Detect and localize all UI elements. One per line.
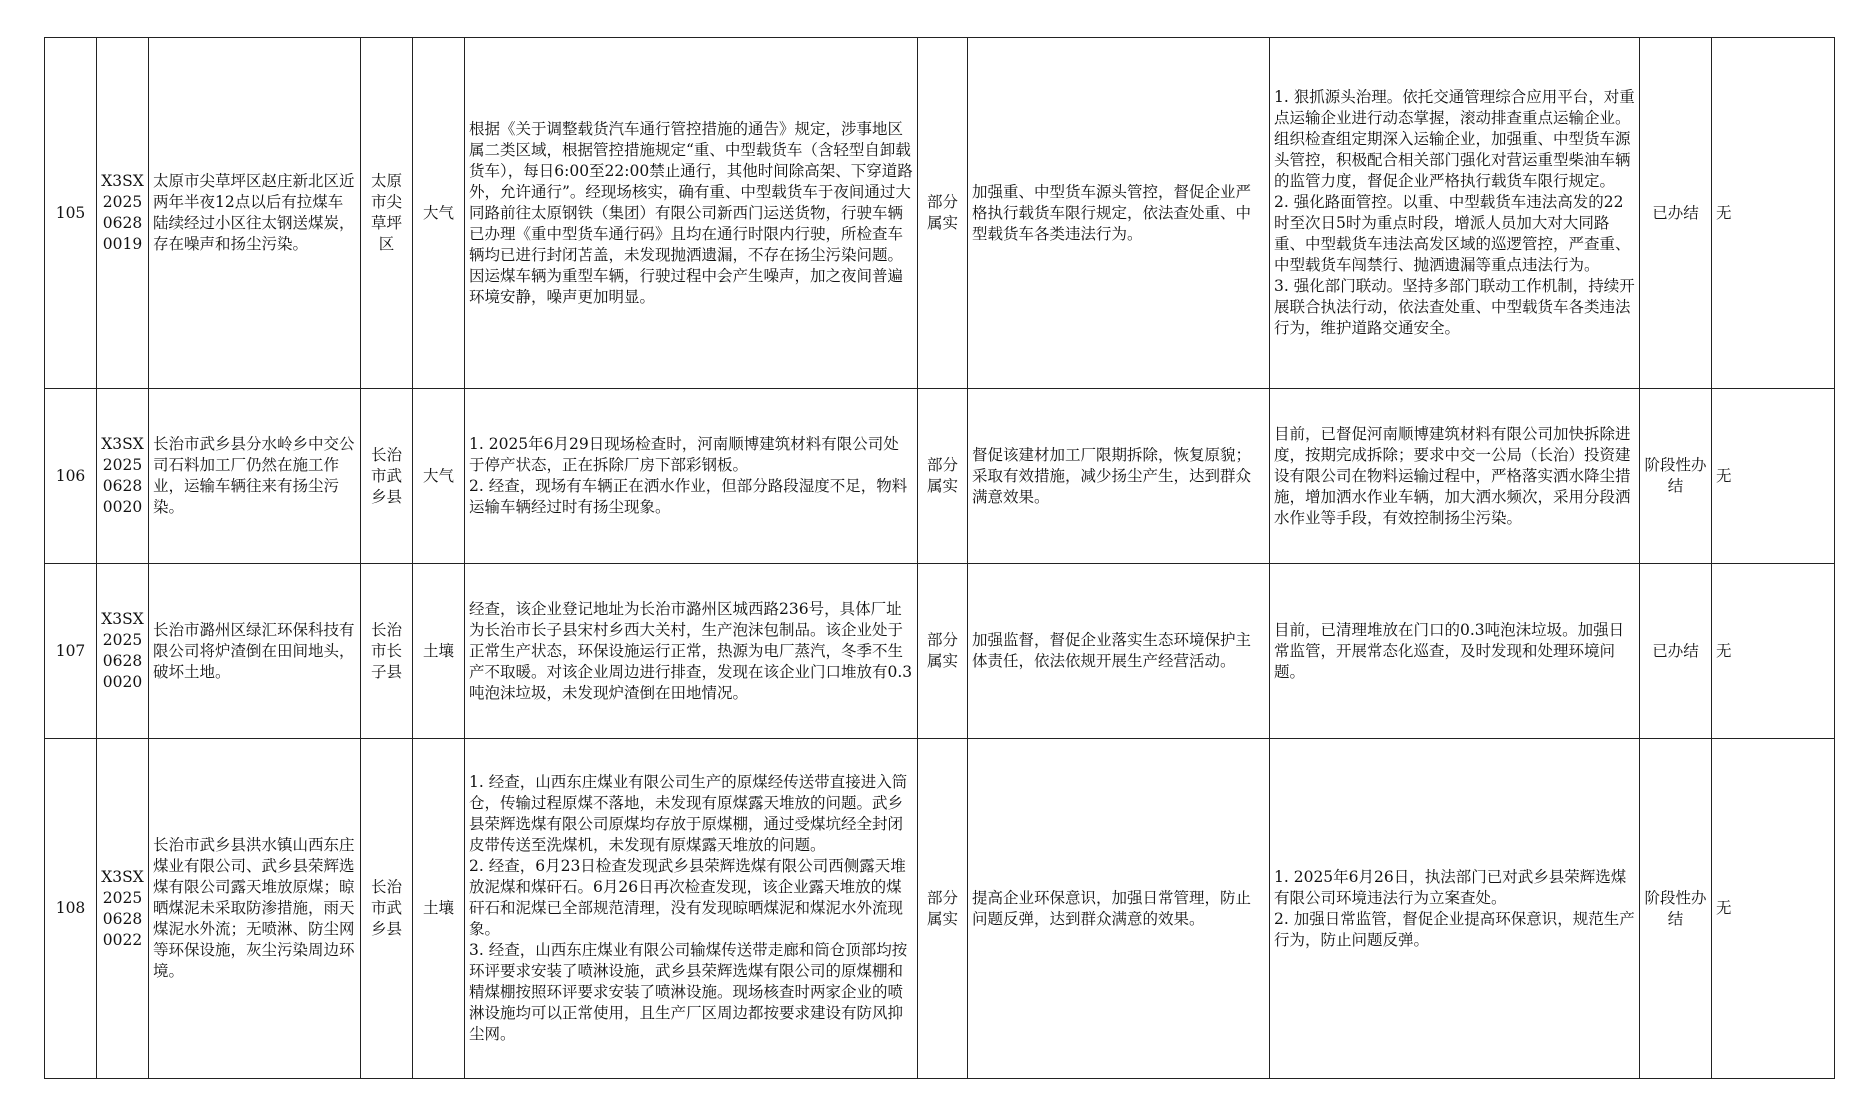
region: 太原市尖草坪区 <box>361 38 413 389</box>
finding-item: 2. 经查，现场有车辆正在洒水作业，但部分路段湿度不足，物料运输车辆经过时有扬尘现象。 <box>469 477 908 516</box>
finding-item: 2. 经查，6月23日检查发现武乡县荣辉选煤有限公司西侧露天堆放泥煤和煤矸石。6月26日再次检查发现，该企业露天堆放的煤矸石和泥煤已全部规范清理，没有发现晾晒煤泥和煤泥水外流现象。 <box>469 857 906 938</box>
investigation-findings <box>465 739 918 1079</box>
region: 长治市武乡县 <box>361 389 413 564</box>
table-row <box>45 564 1835 739</box>
complaint-content: 长治市武乡县洪水镇山西东庄煤业有限公司、武乡县荣辉选煤有限公司露天堆放原煤；晾晒煤泥未采取防渗措施，雨天煤泥水外流；无喷淋、防尘网等环保设施，灰尘污染周边环境。 <box>149 739 361 1079</box>
pollution-category: 土壤 <box>413 564 465 739</box>
complaint-content: 长治市潞州区绿汇环保科技有限公司将炉渣倒在田间地头，破坏土地。 <box>149 564 361 739</box>
complaint-table <box>44 37 1835 1079</box>
rectification-measures <box>1270 739 1640 1079</box>
finding-item: 1. 经查，山西东庄煤业有限公司生产的原煤经传送带直接进入筒仓，传输过程原煤不落地，未发现有原煤露天堆放的问题。武乡县荣辉选煤有限公司原煤均存放于原煤棚，通过受煤坑经全封闭皮带传送至洗煤机，未发现有原煤露天堆放的问题。 <box>469 773 908 854</box>
accountability: 无 <box>1712 389 1835 564</box>
rectification-measures <box>1270 38 1640 389</box>
row-index: 106 <box>45 389 97 564</box>
rectification-requirement: 加强重、中型货车源头管控，督促企业严格执行载货车限行规定，依法查处重、中型载货车各类违法行为。 <box>968 38 1270 389</box>
measure-item: 1. 狠抓源头治理。依托交通管理综合应用平台，对重点运输企业进行动态掌握，滚动排查重点运输企业。组织检查组定期深入运输企业，加强重、中型货车源头管控，积极配合相关部门强化对营运重型柴油车辆的监管力度，督促企业严格执行载货车限行规定。 <box>1274 88 1635 190</box>
verdict: 部分属实 <box>918 739 968 1079</box>
verdict: 部分属实 <box>918 564 968 739</box>
status: 已办结 <box>1640 38 1712 389</box>
verdict: 部分属实 <box>918 38 968 389</box>
rectification-requirement: 督促该建材加工厂限期拆除，恢复原貌；采取有效措施，减少扬尘产生，达到群众满意效果。 <box>968 389 1270 564</box>
status: 阶段性办结 <box>1640 739 1712 1079</box>
pollution-category: 大气 <box>413 38 465 389</box>
complaint-content: 长治市武乡县分水岭乡中交公司石料加工厂仍然在施工作业，运输车辆往来有扬尘污染。 <box>149 389 361 564</box>
case-code: X3SX2025062800​22 <box>97 739 149 1079</box>
case-code: X3SX2025062800​20 <box>97 564 149 739</box>
status: 已办结 <box>1640 564 1712 739</box>
measure-item: 目前，已督促河南顺博建筑材料有限公司加快拆除进度，按期完成拆除；要求中交一公局（长治）投资建设有限公司在物料运输过程中，严格落实洒水降尘措施，增加洒水作业车辆，加大洒水频次，采用分段洒水作业等手段，有效控制扬尘污染。 <box>1274 424 1631 527</box>
row-index: 105 <box>45 38 97 389</box>
finding-item: 根据《关于调整载货汽车通行管控措施的通告》规定，涉事地区属二类区域，根据管控措施规定“重、中型载货车（含轻型自卸载货车），每日6:00至22:00禁止通行，其他时间除高架、下穿道路外，允许通行”。经现场核实，确有重、中型载货车于夜间通过大同路前往太原钢铁（集团）有限公司新西门运送货物，行驶车辆已办理《重中型货车通行码》且均在通行时限内行驶，所检查车辆均已进行封闭苫盖，未发现抛洒遗漏，不存在扬尘污染问题。因运煤车辆为重型车辆，行驶过程中会产生噪声，加之夜间普遍环境安静，噪声更加明显。 <box>469 119 913 306</box>
measure-item: 目前，已清理堆放在门口的0.3吨泡沫垃圾。加强日常监管，开展常态化巡查，及时发现和处理环境问题。 <box>1274 620 1625 681</box>
measure-item: 2. 强化路面管控。以重、中型载货车违法高发的22时至次日5时为重点时段，增派人员加大对大同路重、中型载货车违法高发区域的巡逻管控，严查重、中型载货车闯禁行、抛洒遗漏等重点违法行为。 <box>1274 193 1631 274</box>
accountability: 无 <box>1712 739 1835 1079</box>
report-page <box>44 37 1834 1079</box>
row-index: 107 <box>45 564 97 739</box>
rectification-requirement: 加强监督，督促企业落实生态环境保护主体责任，依法依规开展生产经营活动。 <box>968 564 1270 739</box>
rectification-requirement: 提高企业环保意识，加强日常管理，防止问题反弹，达到群众满意的效果。 <box>968 739 1270 1079</box>
table-row <box>45 739 1835 1079</box>
case-code: X3SX2025062800​19 <box>97 38 149 389</box>
measure-item: 1. 2025年6月26日，执法部门已对武乡县荣辉选煤有限公司环境违法行为立案查处。 <box>1274 867 1627 907</box>
measure-item: 3. 强化部门联动。坚持多部门联动工作机制，持续开展联合执法行动，依法查处重、中型载货车各类违法行为，维护道路交通安全。 <box>1274 277 1635 337</box>
row-index: 108 <box>45 739 97 1079</box>
investigation-findings <box>465 389 918 564</box>
complaint-content: 太原市尖草坪区赵庄新北区近两年半夜12点以后有拉煤车陆续经过小区往太钢送煤炭，存在噪声和扬尘污染。 <box>149 38 361 389</box>
finding-item: 经查，该企业登记地址为长治市潞州区城西路236号，具体厂址为长治市长子县宋村乡西大关村，生产泡沫包制品。该企业处于正常生产状态，环保设施运行正常，热源为电厂蒸汽，冬季不生产不取暖。对该企业周边进行排查，发现在该企业门口堆放有0.3吨泡沫垃圾，未发现炉渣倒在田地情况。 <box>469 599 913 702</box>
finding-item: 3. 经查，山西东庄煤业有限公司输煤传送带走廊和筒仓顶部均按环评要求安装了喷淋设施，武乡县荣辉选煤有限公司的原煤棚和精煤棚按照环评要求安装了喷淋设施。现场核查时两家企业的喷淋设施均可以正常使用，且生产厂区周边都按要求建设有防风抑尘网。 <box>469 941 908 1043</box>
rectification-measures <box>1270 564 1640 739</box>
pollution-category: 土壤 <box>413 739 465 1079</box>
verdict: 部分属实 <box>918 389 968 564</box>
accountability: 无 <box>1712 38 1835 389</box>
investigation-findings <box>465 38 918 389</box>
case-code: X3SX2025062800​20 <box>97 389 149 564</box>
rectification-measures <box>1270 389 1640 564</box>
measure-item: 2. 加强日常监管，督促企业提高环保意识，规范生产行为，防止问题反弹。 <box>1274 909 1635 949</box>
finding-item: 1. 2025年6月29日现场检查时，河南顺博建筑材料有限公司处于停产状态，正在拆除厂房下部彩钢板。 <box>469 435 899 474</box>
accountability: 无 <box>1712 564 1835 739</box>
region: 长治市武乡县 <box>361 739 413 1079</box>
status: 阶段性办结 <box>1640 389 1712 564</box>
pollution-category: 大气 <box>413 389 465 564</box>
region: 长治市长子县 <box>361 564 413 739</box>
table-row <box>45 38 1835 389</box>
table-row <box>45 389 1835 564</box>
investigation-findings <box>465 564 918 739</box>
